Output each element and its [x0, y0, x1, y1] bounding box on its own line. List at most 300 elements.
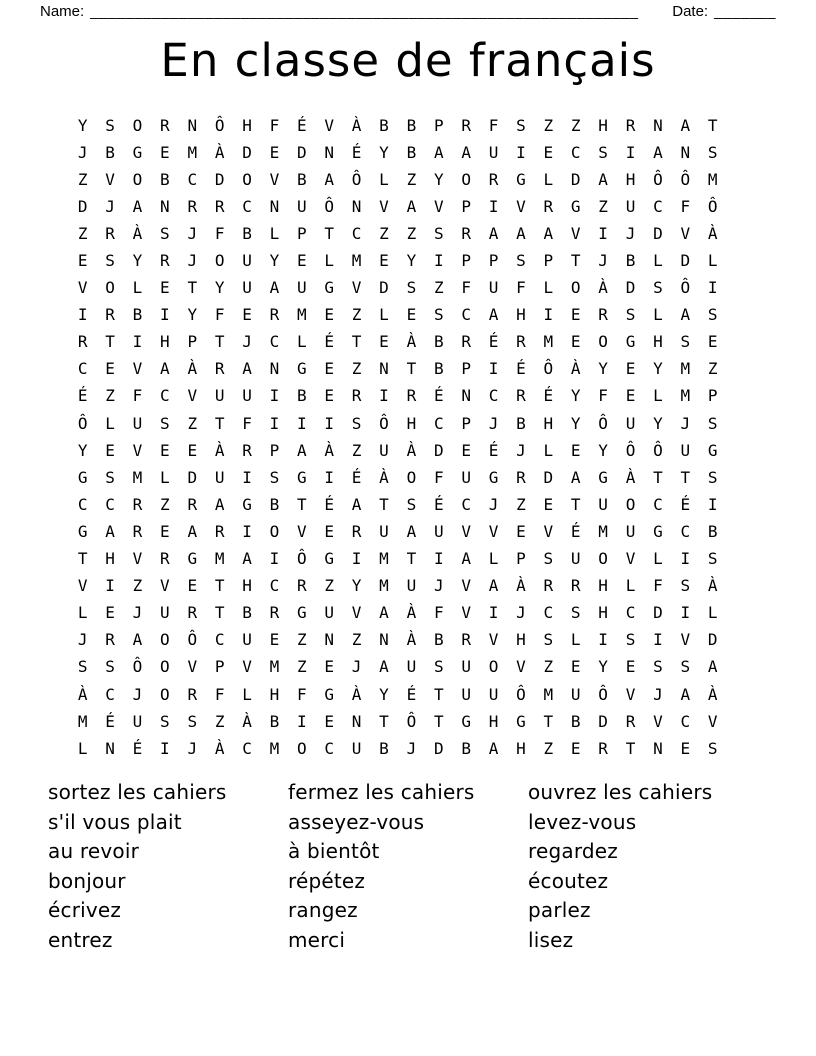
- grid-letter: F: [433, 467, 444, 487]
- grid-letter: R: [77, 332, 88, 352]
- grid-letter: A: [187, 521, 198, 541]
- grid-letter: Z: [351, 630, 362, 650]
- grid-letter: Y: [187, 305, 198, 325]
- grid-letter: N: [351, 196, 362, 216]
- grid-letter: G: [132, 142, 143, 162]
- grid-letter: À: [351, 115, 362, 135]
- grid-letter: C: [570, 142, 581, 162]
- grid-letter: N: [187, 115, 198, 135]
- grid-letter: G: [488, 467, 499, 487]
- grid-letter: N: [269, 359, 280, 379]
- grid-letter: O: [160, 684, 170, 704]
- grid-letter: A: [488, 576, 499, 596]
- grid-letter: Ô: [680, 169, 691, 189]
- grid-letter: V: [77, 278, 88, 298]
- word-list-item: fermez les cahiers: [288, 780, 475, 804]
- grid-letter: R: [543, 576, 554, 596]
- grid-letter: H: [160, 332, 170, 352]
- grid-letter: M: [269, 657, 280, 677]
- grid-letter: Ô: [187, 630, 198, 650]
- grid-letter: S: [653, 657, 663, 677]
- grid-letter: G: [77, 467, 88, 487]
- grid-letter: L: [242, 684, 252, 704]
- grid-letter: L: [543, 278, 554, 298]
- grid-letter: S: [160, 223, 170, 243]
- grid-letter: C: [680, 711, 691, 731]
- grid-letter: I: [105, 576, 115, 596]
- date-label: Date:: [672, 3, 709, 20]
- grid-letter: É: [543, 386, 554, 406]
- grid-letter: I: [516, 142, 526, 162]
- grid-letter: E: [379, 332, 389, 352]
- grid-letter: G: [77, 521, 88, 541]
- grid-letter: S: [680, 657, 691, 677]
- grid-letter: H: [598, 115, 608, 135]
- grid-letter: V: [653, 711, 663, 731]
- grid-letter: I: [543, 305, 554, 325]
- grid-letter: V: [707, 711, 718, 731]
- grid-letter: V: [570, 223, 581, 243]
- grid-letter: F: [214, 223, 225, 243]
- grid-letter: B: [461, 738, 471, 758]
- grid-letter: T: [351, 332, 362, 352]
- word-search-grid: [69, 112, 726, 762]
- grid-letter: L: [77, 603, 88, 623]
- grid-letter: S: [433, 223, 444, 243]
- grid-letter: Ô: [598, 413, 608, 433]
- grid-letter: E: [324, 711, 335, 731]
- grid-letter: S: [625, 630, 636, 650]
- grid-letter: É: [324, 494, 335, 514]
- grid-letter: É: [680, 494, 691, 514]
- grid-letter: C: [653, 196, 663, 216]
- grid-letter: O: [406, 467, 417, 487]
- grid-letter: U: [488, 684, 499, 704]
- grid-letter: U: [488, 142, 499, 162]
- grid-letter: Z: [324, 576, 335, 596]
- grid-letter: J: [598, 251, 608, 271]
- grid-letter: V: [160, 576, 170, 596]
- grid-letter: V: [187, 386, 198, 406]
- grid-letter: N: [105, 738, 115, 758]
- grid-letter: I: [269, 386, 280, 406]
- grid-letter: T: [570, 251, 581, 271]
- word-list-item: regardez: [528, 839, 619, 864]
- grid-letter: N: [269, 196, 280, 216]
- grid-letter: S: [351, 413, 362, 433]
- grid-letter: V: [433, 196, 444, 216]
- grid-letter: À: [132, 223, 143, 243]
- grid-letter: N: [379, 359, 389, 379]
- grid-letter: Y: [570, 413, 581, 433]
- grid-letter: S: [160, 413, 170, 433]
- grid-letter: O: [242, 169, 252, 189]
- grid-letter: G: [707, 440, 718, 460]
- grid-letter: J: [105, 196, 115, 216]
- name-blank-line: ______________________________________________________________: [90, 3, 639, 20]
- grid-letter: Ô: [707, 196, 718, 216]
- grid-letter: F: [461, 278, 471, 298]
- grid-letter: M: [132, 467, 143, 487]
- grid-letter: I: [488, 196, 499, 216]
- grid-letter: C: [324, 738, 335, 758]
- grid-letter: É: [297, 115, 307, 135]
- grid-letter: U: [297, 196, 307, 216]
- grid-letter: I: [379, 386, 389, 406]
- grid-letter: R: [105, 630, 115, 650]
- grid-letter: H: [406, 413, 417, 433]
- grid-letter: A: [570, 467, 581, 487]
- grid-letter: V: [187, 657, 198, 677]
- grid-letter: B: [297, 169, 307, 189]
- grid-letter: T: [214, 332, 225, 352]
- grid-letter: Z: [516, 494, 526, 514]
- grid-letter: L: [105, 413, 115, 433]
- grid-letter: O: [297, 738, 307, 758]
- grid-letter: C: [77, 359, 88, 379]
- grid-letter: D: [433, 738, 444, 758]
- grid-letter: I: [680, 603, 691, 623]
- grid-letter: S: [653, 278, 663, 298]
- grid-letter: J: [625, 223, 636, 243]
- grid-letter: S: [543, 630, 554, 650]
- grid-letter: Ô: [680, 278, 691, 298]
- grid-letter: S: [516, 251, 526, 271]
- grid-letter: E: [406, 305, 417, 325]
- grid-letter: G: [516, 711, 526, 731]
- grid-letter: B: [379, 738, 389, 758]
- grid-letter: T: [543, 711, 554, 731]
- grid-letter: S: [707, 142, 718, 162]
- grid-letter: B: [242, 603, 252, 623]
- grid-letter: R: [461, 223, 471, 243]
- grid-letter: G: [324, 549, 335, 569]
- grid-letter: A: [351, 494, 362, 514]
- grid-letter: É: [433, 494, 444, 514]
- grid-letter: T: [625, 738, 636, 758]
- word-list: [48, 778, 768, 956]
- grid-letter: T: [653, 467, 663, 487]
- grid-letter: D: [77, 196, 88, 216]
- grid-letter: R: [625, 115, 636, 135]
- grid-letter: E: [516, 521, 526, 541]
- grid-letter: I: [269, 549, 280, 569]
- grid-letter: A: [680, 115, 691, 135]
- grid-letter: H: [543, 413, 554, 433]
- grid-letter: T: [324, 223, 335, 243]
- grid-letter: Y: [653, 359, 663, 379]
- grid-letter: J: [516, 440, 526, 460]
- grid-letter: O: [132, 169, 143, 189]
- word-list-item: écrivez: [48, 898, 122, 923]
- word-list-item: entrez: [48, 927, 113, 952]
- grid-letter: V: [680, 630, 691, 650]
- grid-letter: Y: [77, 115, 88, 135]
- grid-letter: D: [570, 169, 581, 189]
- grid-letter: Z: [351, 440, 362, 460]
- word-list-column-2: [288, 778, 528, 956]
- grid-letter: Z: [351, 359, 362, 379]
- grid-letter: H: [516, 630, 526, 650]
- grid-letter: À: [406, 630, 417, 650]
- grid-letter: I: [297, 711, 307, 731]
- grid-letter: H: [516, 738, 526, 758]
- grid-letter: S: [598, 142, 608, 162]
- grid-letter: E: [324, 386, 335, 406]
- grid-letter: R: [351, 386, 362, 406]
- grid-letter: L: [297, 332, 307, 352]
- grid-letter: À: [707, 576, 718, 596]
- grid-letter: Z: [214, 711, 225, 731]
- grid-letter: A: [488, 223, 499, 243]
- grid-letter: Ô: [77, 413, 88, 433]
- grid-letter: Z: [543, 115, 554, 135]
- grid-letter: C: [242, 196, 252, 216]
- grid-letter: R: [132, 494, 143, 514]
- grid-letter: S: [625, 305, 636, 325]
- grid-letter: F: [132, 386, 143, 406]
- grid-letter: I: [433, 549, 444, 569]
- grid-letter: V: [461, 521, 471, 541]
- grid-letter: E: [187, 440, 198, 460]
- grid-letter: Y: [598, 440, 608, 460]
- grid-letter: É: [77, 386, 88, 406]
- grid-letter: R: [269, 305, 280, 325]
- grid-letter: É: [351, 142, 362, 162]
- grid-letter: I: [324, 467, 335, 487]
- grid-letter: M: [351, 251, 362, 271]
- grid-letter: T: [406, 359, 417, 379]
- grid-letter: F: [214, 684, 225, 704]
- grid-letter: Z: [351, 305, 362, 325]
- grid-letter: D: [543, 467, 554, 487]
- grid-letter: C: [461, 305, 471, 325]
- grid-letter: V: [351, 603, 362, 623]
- grid-letter: F: [433, 603, 444, 623]
- grid-letter: R: [598, 305, 608, 325]
- grid-letter: F: [269, 115, 280, 135]
- grid-letter: G: [516, 169, 526, 189]
- grid-letter: G: [242, 494, 252, 514]
- grid-letter: O: [160, 657, 170, 677]
- grid-letter: G: [187, 549, 198, 569]
- grid-letter: M: [269, 738, 280, 758]
- grid-letter: E: [105, 359, 115, 379]
- grid-letter: U: [598, 494, 608, 514]
- grid-letter: E: [324, 305, 335, 325]
- grid-letter: É: [324, 332, 335, 352]
- grid-letter: Ô: [543, 359, 554, 379]
- grid-letter: Ô: [324, 196, 335, 216]
- grid-letter: L: [707, 603, 718, 623]
- grid-letter: A: [297, 440, 307, 460]
- grid-letter: À: [707, 223, 718, 243]
- grid-letter: N: [680, 142, 691, 162]
- grid-letter: R: [242, 440, 252, 460]
- word-list-column-1: [48, 778, 288, 956]
- grid-letter: E: [379, 251, 389, 271]
- grid-letter: J: [488, 494, 499, 514]
- grid-letter: E: [105, 440, 115, 460]
- grid-letter: H: [242, 115, 252, 135]
- grid-letter: F: [488, 115, 499, 135]
- grid-letter: R: [625, 711, 636, 731]
- grid-letter: U: [625, 521, 636, 541]
- grid-letter: R: [406, 386, 417, 406]
- grid-letter: C: [214, 630, 225, 650]
- grid-letter: U: [461, 684, 471, 704]
- grid-letter: A: [406, 196, 417, 216]
- grid-letter: Y: [379, 684, 389, 704]
- grid-letter: E: [625, 657, 636, 677]
- grid-letter: A: [433, 142, 444, 162]
- grid-letter: M: [379, 549, 389, 569]
- grid-letter: Y: [598, 657, 608, 677]
- word-list-item: levez-vous: [528, 809, 637, 834]
- grid-letter: Y: [406, 251, 417, 271]
- grid-letter: I: [598, 630, 608, 650]
- grid-letter: R: [516, 467, 526, 487]
- grid-letter: U: [433, 521, 444, 541]
- grid-letter: O: [132, 115, 143, 135]
- grid-letter: M: [598, 521, 608, 541]
- grid-letter: U: [570, 684, 581, 704]
- grid-letter: O: [598, 549, 608, 569]
- grid-letter: U: [379, 440, 389, 460]
- grid-letter: R: [488, 169, 499, 189]
- grid-letter: G: [461, 711, 471, 731]
- grid-letter: E: [269, 142, 280, 162]
- grid-letter: E: [324, 657, 335, 677]
- grid-letter: I: [625, 142, 636, 162]
- grid-letter: A: [461, 549, 471, 569]
- grid-letter: À: [351, 684, 362, 704]
- grid-letter: I: [598, 223, 608, 243]
- grid-letter: V: [132, 359, 143, 379]
- grid-letter: P: [461, 359, 471, 379]
- grid-letter: C: [160, 386, 170, 406]
- grid-letter: D: [625, 278, 636, 298]
- grid-letter: D: [707, 630, 718, 650]
- grid-letter: I: [242, 467, 252, 487]
- grid-letter: B: [132, 305, 143, 325]
- grid-letter: S: [680, 332, 691, 352]
- grid-letter: A: [324, 169, 335, 189]
- grid-letter: T: [680, 467, 691, 487]
- grid-letter: Z: [406, 169, 417, 189]
- grid-letter: C: [269, 332, 280, 352]
- grid-letter: V: [461, 576, 471, 596]
- grid-letter: C: [105, 494, 115, 514]
- grid-letter: B: [269, 494, 280, 514]
- grid-letter: T: [214, 603, 225, 623]
- grid-letter: À: [214, 738, 225, 758]
- grid-letter: Ô: [132, 657, 143, 677]
- grid-letter: À: [214, 142, 225, 162]
- grid-letter: J: [77, 630, 88, 650]
- grid-letter: C: [433, 413, 444, 433]
- grid-letter: M: [297, 305, 307, 325]
- grid-letter: P: [214, 657, 225, 677]
- grid-letter: J: [187, 251, 198, 271]
- grid-letter: S: [707, 549, 718, 569]
- grid-letter: R: [461, 332, 471, 352]
- word-list-item: rangez: [288, 898, 358, 923]
- grid-letter: D: [214, 169, 225, 189]
- grid-letter: E: [160, 278, 170, 298]
- grid-letter: R: [214, 359, 225, 379]
- grid-letter: O: [461, 169, 471, 189]
- grid-letter: B: [707, 521, 718, 541]
- grid-letter: I: [488, 359, 499, 379]
- word-list-item: écoutez: [528, 868, 609, 893]
- grid-letter: V: [543, 521, 554, 541]
- grid-letter: U: [160, 603, 170, 623]
- grid-letter: Y: [269, 251, 280, 271]
- grid-letter: L: [653, 305, 663, 325]
- grid-letter: U: [488, 278, 499, 298]
- grid-letter: A: [379, 657, 389, 677]
- grid-letter: U: [132, 413, 143, 433]
- grid-letter: C: [187, 169, 198, 189]
- grid-letter: L: [488, 549, 499, 569]
- grid-letter: Z: [105, 386, 115, 406]
- grid-letter: J: [77, 142, 88, 162]
- grid-letter: T: [433, 711, 444, 731]
- grid-letter: Y: [132, 251, 143, 271]
- grid-letter: L: [543, 440, 554, 460]
- grid-letter: Y: [598, 359, 608, 379]
- grid-letter: U: [214, 386, 225, 406]
- grid-letter: A: [105, 521, 115, 541]
- grid-letter: O: [160, 630, 170, 650]
- grid-letter: G: [324, 684, 335, 704]
- grid-letter: O: [105, 278, 115, 298]
- grid-letter: V: [132, 440, 143, 460]
- grid-letter: N: [351, 711, 362, 731]
- grid-letter: R: [187, 494, 198, 514]
- grid-letter: I: [297, 413, 307, 433]
- grid-letter: G: [570, 196, 581, 216]
- grid-letter: Z: [433, 278, 444, 298]
- grid-letter: F: [598, 386, 608, 406]
- grid-letter: U: [625, 413, 636, 433]
- grid-letter: M: [680, 359, 691, 379]
- grid-letter: H: [488, 711, 499, 731]
- grid-letter: L: [625, 576, 636, 596]
- grid-letter: D: [187, 467, 198, 487]
- grid-letter: B: [570, 711, 581, 731]
- grid-letter: À: [379, 467, 389, 487]
- grid-letter: E: [160, 440, 170, 460]
- grid-letter: G: [324, 278, 335, 298]
- grid-letter: O: [214, 251, 225, 271]
- grid-letter: A: [516, 223, 526, 243]
- grid-letter: M: [214, 549, 225, 569]
- grid-letter: A: [543, 223, 554, 243]
- grid-letter: R: [160, 251, 170, 271]
- grid-letter: C: [543, 603, 554, 623]
- grid-letter: V: [680, 223, 691, 243]
- word-list-item: ouvrez les cahiers: [528, 780, 713, 804]
- grid-letter: Ô: [653, 169, 663, 189]
- grid-letter: H: [653, 332, 663, 352]
- grid-letter: E: [187, 576, 198, 596]
- grid-letter: J: [653, 684, 663, 704]
- grid-letter: G: [598, 467, 608, 487]
- grid-letter: E: [461, 440, 471, 460]
- grid-letter: A: [680, 305, 691, 325]
